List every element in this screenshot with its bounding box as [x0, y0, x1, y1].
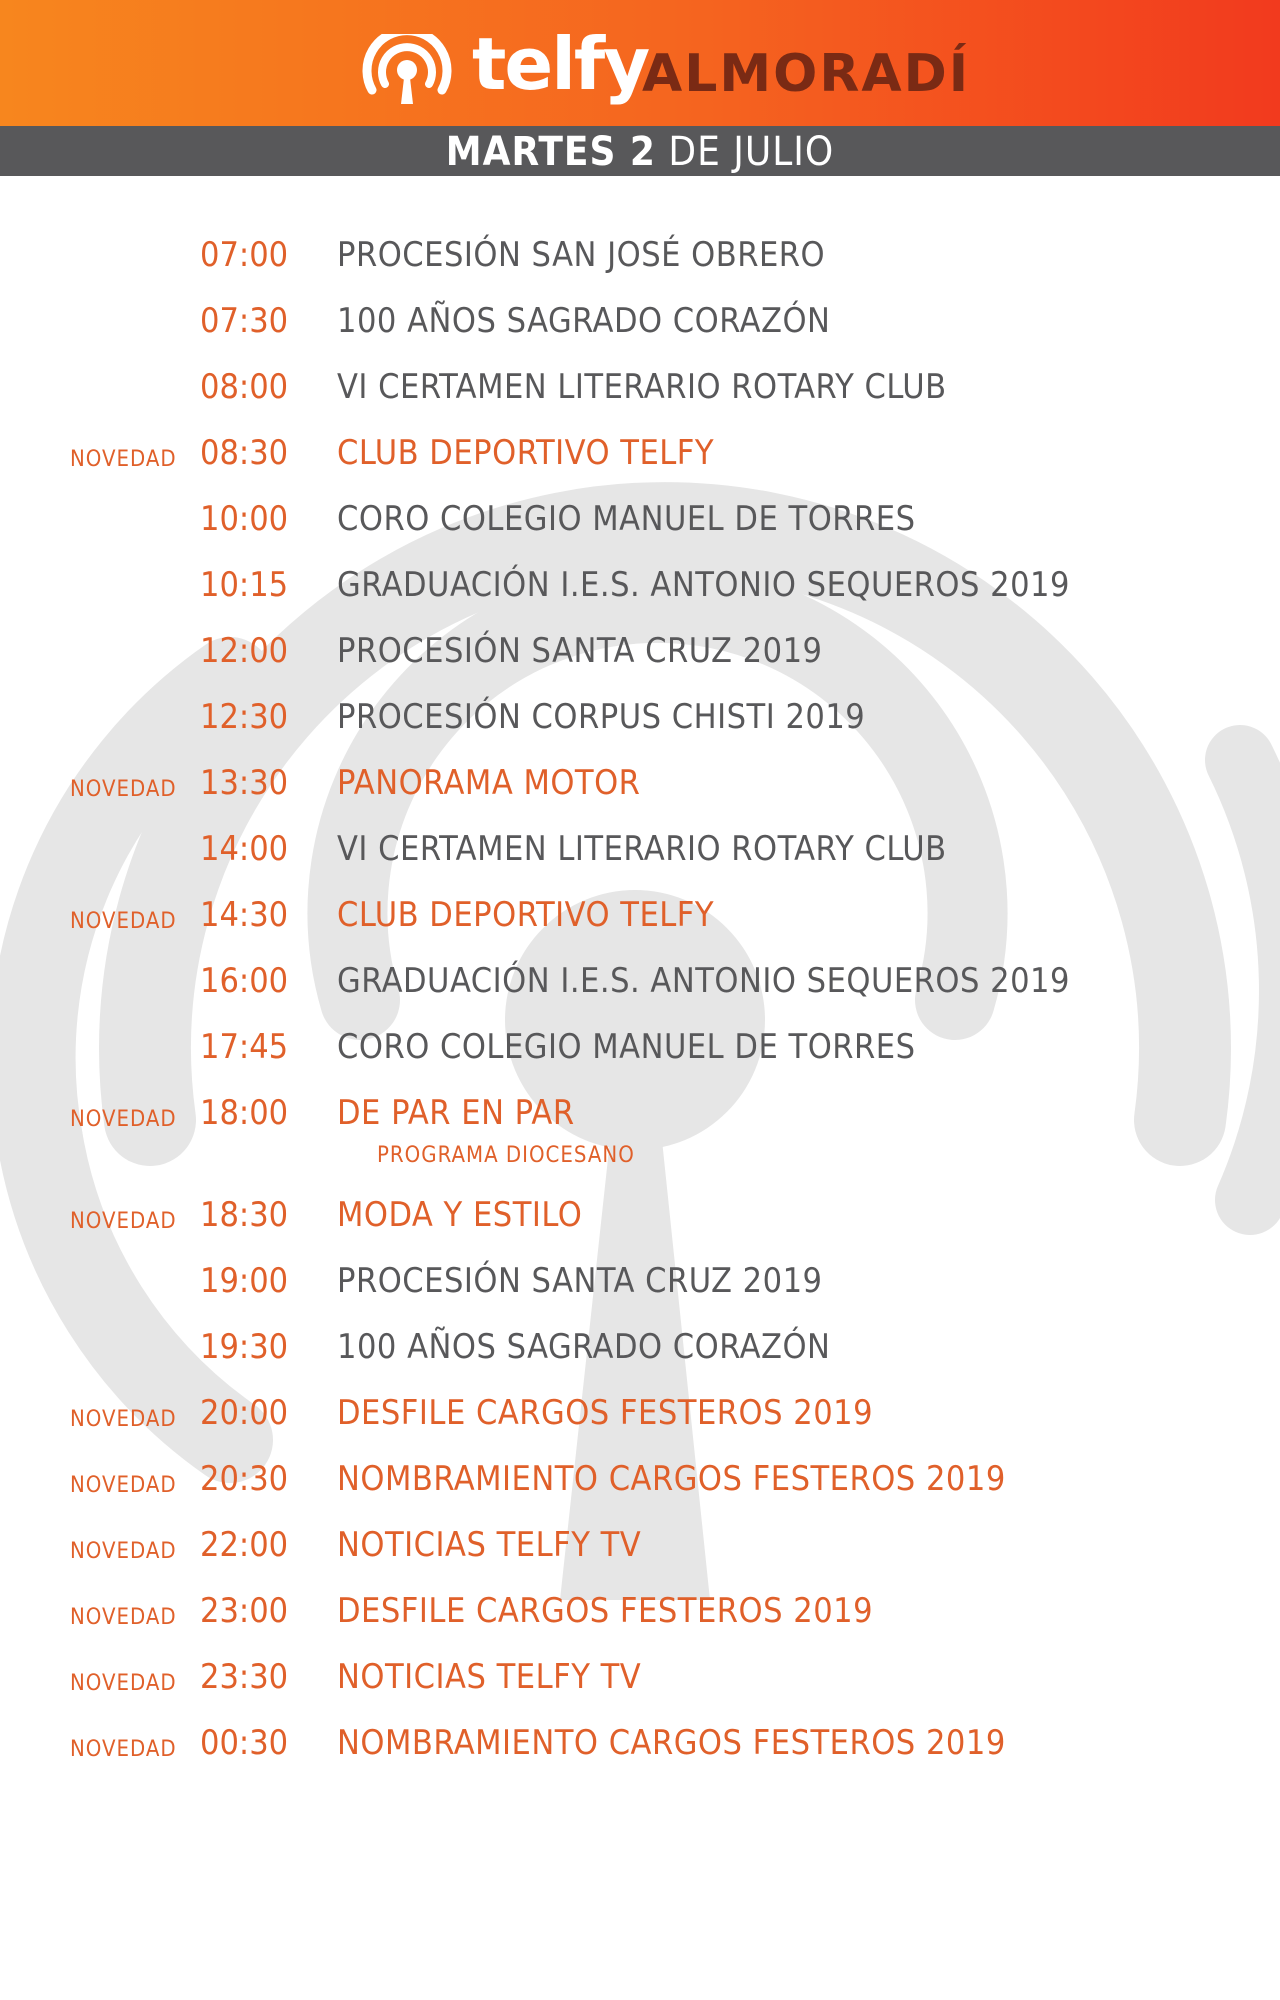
program-title: NOMBRAMIENTO CARGOS FESTEROS 2019: [337, 1459, 1006, 1499]
schedule-time: 12:00: [200, 631, 289, 671]
schedule-row: [0, 1317, 1280, 1383]
program-title: PANORAMA MOTOR: [337, 763, 641, 803]
schedule-row: [0, 753, 1280, 819]
city-name: ALMORADÍ: [642, 44, 971, 104]
new-badge: NOVEDAD: [70, 1737, 177, 1762]
program-title: 100 AÑOS SAGRADO CORAZÓN: [337, 301, 831, 341]
schedule-time: 14:30: [200, 895, 289, 935]
new-badge: NOVEDAD: [70, 1473, 177, 1498]
schedule-row: [0, 1017, 1280, 1083]
schedule-time: 00:30: [200, 1723, 289, 1763]
schedule-time: 17:45: [200, 1027, 289, 1067]
schedule-row: [0, 1185, 1280, 1251]
program-subtitle: PROGRAMA DIOCESANO: [377, 1143, 635, 1168]
program-title: 100 AÑOS SAGRADO CORAZÓN: [337, 1327, 831, 1367]
schedule-time: 10:15: [200, 565, 289, 605]
date-day: MARTES 2: [445, 129, 656, 175]
schedule-time: 13:30: [200, 763, 289, 803]
schedule-time: 23:30: [200, 1657, 289, 1697]
schedule-row: [0, 423, 1280, 489]
schedule-time: 20:30: [200, 1459, 289, 1499]
schedule-row: [0, 1515, 1280, 1581]
new-badge: NOVEDAD: [70, 1407, 177, 1432]
schedule-time: 19:30: [200, 1327, 289, 1367]
program-title: GRADUACIÓN I.E.S. ANTONIO SEQUEROS 2019: [337, 961, 1070, 1001]
program-title: DESFILE CARGOS FESTEROS 2019: [337, 1591, 874, 1631]
brand-name: telfy: [472, 22, 649, 106]
schedule-time: 08:30: [200, 433, 289, 473]
program-title: CORO COLEGIO MANUEL DE TORRES: [337, 1027, 916, 1067]
date-bar: [0, 126, 1280, 176]
schedule-time: 12:30: [200, 697, 289, 737]
new-badge: NOVEDAD: [70, 777, 177, 802]
program-title: NOTICIAS TELFY TV: [337, 1657, 642, 1697]
program-title: PROCESIÓN SAN JOSÉ OBRERO: [337, 235, 826, 275]
schedule-time: 18:00: [200, 1093, 289, 1133]
new-badge: NOVEDAD: [70, 1539, 177, 1564]
schedule-row: [0, 621, 1280, 687]
program-title: MODA Y ESTILO: [337, 1195, 583, 1235]
new-badge: NOVEDAD: [70, 1209, 177, 1234]
schedule-row: [0, 1713, 1280, 1779]
date-month: DE JULIO: [668, 129, 835, 175]
program-title: NOMBRAMIENTO CARGOS FESTEROS 2019: [337, 1723, 1006, 1763]
schedule-time: 18:30: [200, 1195, 289, 1235]
header-banner: [0, 0, 1280, 126]
schedule-time: 14:00: [200, 829, 289, 869]
schedule-row: [0, 1083, 1280, 1185]
program-title: DE PAR EN PAR: [337, 1093, 575, 1133]
schedule-time: 19:00: [200, 1261, 289, 1301]
schedule-row: [0, 951, 1280, 1017]
schedule-time: 23:00: [200, 1591, 289, 1631]
schedule-row: [0, 819, 1280, 885]
schedule-list: [0, 225, 1280, 1779]
program-title: PROCESIÓN CORPUS CHISTI 2019: [337, 697, 866, 737]
program-title: PROCESIÓN SANTA CRUZ 2019: [337, 631, 823, 671]
telfy-signal-logo-icon: [358, 34, 456, 106]
program-title: DESFILE CARGOS FESTEROS 2019: [337, 1393, 874, 1433]
program-title: GRADUACIÓN I.E.S. ANTONIO SEQUEROS 2019: [337, 565, 1070, 605]
schedule-time: 07:30: [200, 301, 289, 341]
program-title: NOTICIAS TELFY TV: [337, 1525, 642, 1565]
schedule-row: [0, 357, 1280, 423]
program-title: CORO COLEGIO MANUEL DE TORRES: [337, 499, 916, 539]
new-badge: NOVEDAD: [70, 447, 177, 472]
schedule-row: [0, 885, 1280, 951]
schedule-row: [0, 225, 1280, 291]
program-title: VI CERTAMEN LITERARIO ROTARY CLUB: [337, 829, 947, 869]
schedule-row: [0, 1449, 1280, 1515]
schedule-time: 16:00: [200, 961, 289, 1001]
new-badge: NOVEDAD: [70, 1605, 177, 1630]
new-badge: NOVEDAD: [70, 1671, 177, 1696]
new-badge: NOVEDAD: [70, 909, 177, 934]
schedule-row: [0, 687, 1280, 753]
schedule-time: 20:00: [200, 1393, 289, 1433]
schedule-row: [0, 1251, 1280, 1317]
schedule-row: [0, 555, 1280, 621]
schedule-time: 10:00: [200, 499, 289, 539]
new-badge: NOVEDAD: [70, 1107, 177, 1132]
schedule-row: [0, 1647, 1280, 1713]
program-title: CLUB DEPORTIVO TELFY: [337, 895, 715, 935]
program-title: VI CERTAMEN LITERARIO ROTARY CLUB: [337, 367, 947, 407]
schedule-row: [0, 1581, 1280, 1647]
schedule-time: 08:00: [200, 367, 289, 407]
schedule-time: 07:00: [200, 235, 289, 275]
schedule-row: [0, 1383, 1280, 1449]
program-title: PROCESIÓN SANTA CRUZ 2019: [337, 1261, 823, 1301]
schedule-row: [0, 489, 1280, 555]
schedule-row: [0, 291, 1280, 357]
schedule-time: 22:00: [200, 1525, 289, 1565]
program-title: CLUB DEPORTIVO TELFY: [337, 433, 715, 473]
